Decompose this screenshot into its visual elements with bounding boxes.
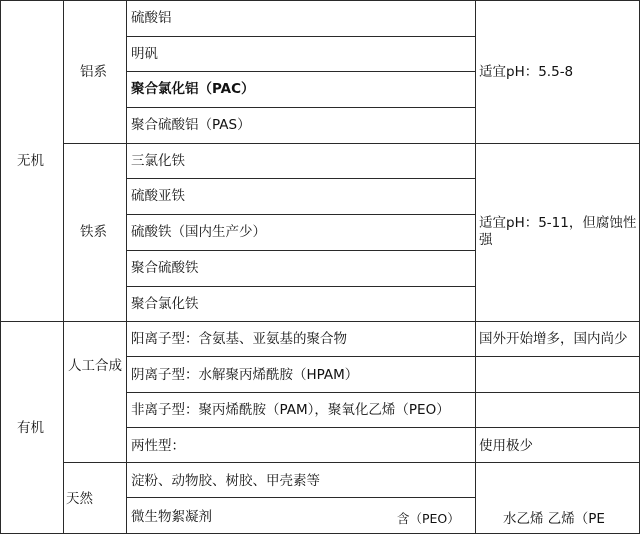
col-divider-1 (63, 0, 64, 534)
item-cell: 硫酸铝 (131, 10, 172, 26)
item-cell: 两性型： (131, 438, 185, 454)
row-line (126, 392, 640, 393)
item-cell: 聚合硫酸铝（PAS） (131, 117, 251, 133)
row-line (126, 178, 475, 179)
item-cell: 硫酸亚铁 (131, 188, 185, 204)
item-cell: 阴离子型：水解聚丙烯酰胺（HPAM） (131, 367, 359, 383)
item-cell: 聚合氯化铁 (131, 296, 199, 312)
item-cell: 三氯化铁 (131, 153, 185, 169)
item-cell: 硫酸铁（国内生产少） (131, 224, 266, 240)
row-line (126, 497, 475, 498)
table-left-border (0, 0, 1, 534)
row-line (126, 356, 640, 357)
group-label-inorganic: 无机 (17, 153, 44, 169)
row-line (126, 107, 475, 108)
subgroup-divider (63, 462, 640, 463)
subgroup-label-iron: 铁系 (80, 224, 107, 240)
row-line (126, 36, 475, 37)
item-cell: 淀粉、动物胶、树胶、甲壳素等 (131, 473, 320, 489)
row-line (126, 286, 475, 287)
note-cell: 适宜pH：5.5-8 (479, 64, 574, 80)
cropped-fragment: 水乙烯 乙烯（PE (503, 511, 605, 527)
item-cell: 聚合硫酸铁 (131, 260, 199, 276)
note-cell: 适宜pH：5-11，但腐蚀性强 (479, 215, 637, 248)
subgroup-divider (63, 143, 640, 144)
col-divider-2 (126, 0, 127, 534)
row-line (126, 250, 475, 251)
subgroup-label-natural: 天然 (66, 491, 93, 507)
item-cell: 非离子型：聚丙烯酰胺（PAM），聚氧化乙烯（PEO） (131, 402, 450, 418)
group-divider (0, 321, 640, 322)
table-bottom-border (0, 533, 640, 534)
note-cell: 国外开始增多，国内尚少 (479, 331, 628, 347)
item-cell: 聚合氯化铝（PAC） (131, 81, 255, 97)
row-line (126, 71, 475, 72)
subgroup-label-aluminum: 铝系 (80, 64, 107, 80)
row-line (126, 214, 475, 215)
cropped-fragment: 含（PEO） (397, 511, 460, 526)
group-label-organic: 有机 (17, 420, 44, 436)
note-cell: 使用极少 (479, 438, 533, 454)
item-cell: 微生物絮凝剂 (131, 509, 212, 525)
subgroup-label-synthetic: 人工合成 (68, 358, 122, 374)
table-top-border (0, 0, 640, 1)
item-cell: 明矾 (131, 46, 158, 62)
item-cell: 阳离子型：含氨基、亚氨基的聚合物 (131, 331, 347, 347)
col-divider-3 (475, 0, 476, 534)
row-line (126, 427, 640, 428)
